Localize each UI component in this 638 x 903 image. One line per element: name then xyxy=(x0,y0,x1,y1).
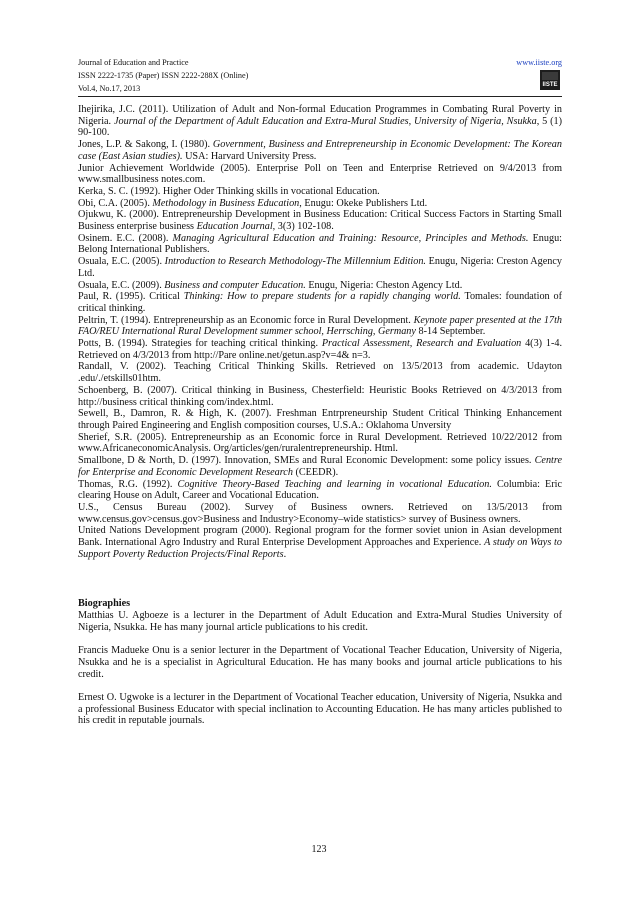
biography-entry: Ernest O. Ugwoke is a lecturer in the Department of Vocational Teacher education, University of Nigeria, Nsukka and a professional Business Educator with special inclination to Accounting Education. He has many articles published to his credit in reputable journals. xyxy=(78,691,562,727)
reference-entry: Kerka, S. C. (1992). Higher Oder Thinking skills in vocational Education. xyxy=(78,185,380,197)
page-header xyxy=(78,56,562,95)
reference-entry: Randall, V. (2002). Teaching Critical Thinking Skills. Retrieved on 13/5/2013 from academic. Udayton .edu/./etskills01htm. xyxy=(78,361,562,385)
issn-line: ISSN 2222-1735 (Paper) ISSN 2222-288X (Online) xyxy=(78,71,249,80)
biographies-heading: Biographies xyxy=(78,598,131,609)
logo-text: IISTE xyxy=(542,82,558,88)
reference-entry: Osuala, E.C. (2005). Introduction to Research Methodology-The Millennium Edition. Enugu, Nigeria: Creston Agency Ltd. xyxy=(78,256,562,279)
reference-entry: Paul, R. (1995). Critical Thinking: How to prepare students for a rapidly changing world. Tomales: foundation of critical thinking. xyxy=(78,291,562,314)
reference-entry: Osinem. E.C. (2008). Managing Agricultural Education and Training: Resource, Principles and Methods. Enugu: Belong International Publishers. xyxy=(78,232,562,256)
reference-entry: Sewell, B., Damron, R. & High, K. (2007). Freshman Entrpreneurship Student Critical Thinking Enhancement through Paired Engineering and English composition courses, U.S.A.: Oklahoma Unversity xyxy=(78,408,562,431)
journal-title: Journal of Education and Practice xyxy=(78,58,189,67)
reference-entry: Osuala, E.C. (2009). Business and computer Education. Enugu, Nigeria: Cheston Agency Ltd. xyxy=(78,279,463,291)
reference-entry: Thomas, R.G. (1992). Cognitive Theory-Based Teaching and learning in vocational Education. Columbia: Eric clearing House on Adult, Career and Vocational Education. xyxy=(78,478,563,502)
reference-entry: Ihejirika, J.C. (2011). Utilization of Adult and Non-formal Education Programmes in Combating Rural Poverty in Nigeria. Journal of the Department of Adult Education and Extra-Mural Studies, University of Nigeria, Nsukka, 5 (1) 90-100. xyxy=(78,104,562,139)
biography-list xyxy=(78,610,562,739)
reference-entry: Sherief, S.R. (2005). Entrepreneurship as an Economic force in Rural Development. Retrieved 10/22/2012 from www.AfricaneconomicAnalysis. Org/articles/gen/ruralentrepreneurship. Html. xyxy=(78,431,562,455)
reference-entry: Potts, B. (1994). Strategies for teaching critical thinking. Practical Assessment, Research and Evaluation 4(3) 1-4. Retrieved on 4/3/2013 from http://Pare online.net/getun.asp?v=4& n=3. xyxy=(78,338,562,361)
reference-entry: United Nations Development program (2000). Regional program for the former soviet union in Asian development Bank. International Agro Industry and Rural Enterprise Development Approaches and Experience. A study on Ways to Support Poverty Reduction Projects/Final Reports. xyxy=(78,525,562,560)
header-divider xyxy=(78,96,562,97)
reference-entry: Peltrin, T. (1994). Entrepreneurship as an Economic force in Rural Development. Keynote paper presented at the 17th FAO/REU International Rural Development summer school, Herrsching, Germany 8-14 September. xyxy=(78,314,563,338)
reference-entry: U.S., Census Bureau (2002). Survey of Business owners. Retrieved on 13/5/2013 from www.census.gov>census.gov>Business and Industry>Economy–wide statistics> survey of Business owners. xyxy=(78,501,562,525)
page-number: 123 xyxy=(311,844,327,855)
reference-entry: Smallbone, D & North, D. (1997). Innovation, SMEs and Rural Economic Development: some policy issues. Centre for Enterprise and Economic Development Research (CEEDR). xyxy=(78,455,562,478)
iiste-logo-icon xyxy=(540,70,560,90)
biography-entry: Francis Madueke Onu is a senior lecturer in the Department of Vocational Teacher Education, University of Nigeria, Nsukka and he is a specialist in Agricultural Education. He has many books and journal article publications to his credit. xyxy=(78,645,562,680)
volume-line: Vol.4, No.17, 2013 xyxy=(78,84,141,93)
reference-list xyxy=(78,104,562,560)
reference-entry: Obi, C.A. (2005). Methodology in Business Education, Enugu: Okeke Publishers Ltd. xyxy=(78,197,428,209)
reference-entry: Junior Achievement Worldwide (2005). Enterprise Poll on Teen and Enterprise Retrieved on 9/4/2013 from www.smallbusiness notes.com. xyxy=(78,162,562,186)
reference-entry: Schoenberg, B. (2007). Critical thinking in Business, Chesterfield: Heuristic Books Retrieved on 4/3/2013 from http://business critical thinking com/index.html. xyxy=(78,384,562,408)
reference-entry: Jones, L.P. & Sakong, I. (1980). Government, Business and Entrepreneurship in Economic Development: The Korean case (East Asian studies). USA: Harvard University Press. xyxy=(78,139,562,162)
website-link[interactable]: www.iiste.org xyxy=(516,58,562,67)
biography-entry: Matthias U. Agboeze is a lecturer in the Department of Adult Education and Extra-Mural Studies University of Nigeria, Nsukka. He has many journal article publications to his credit. xyxy=(78,610,562,633)
reference-entry: Ojukwu, K. (2000). Entrepreneurship Development in Business Education: Critical Success Factors in Starting Small Business enterprise business Education Journal, 3(3) 102-108. xyxy=(78,209,562,233)
